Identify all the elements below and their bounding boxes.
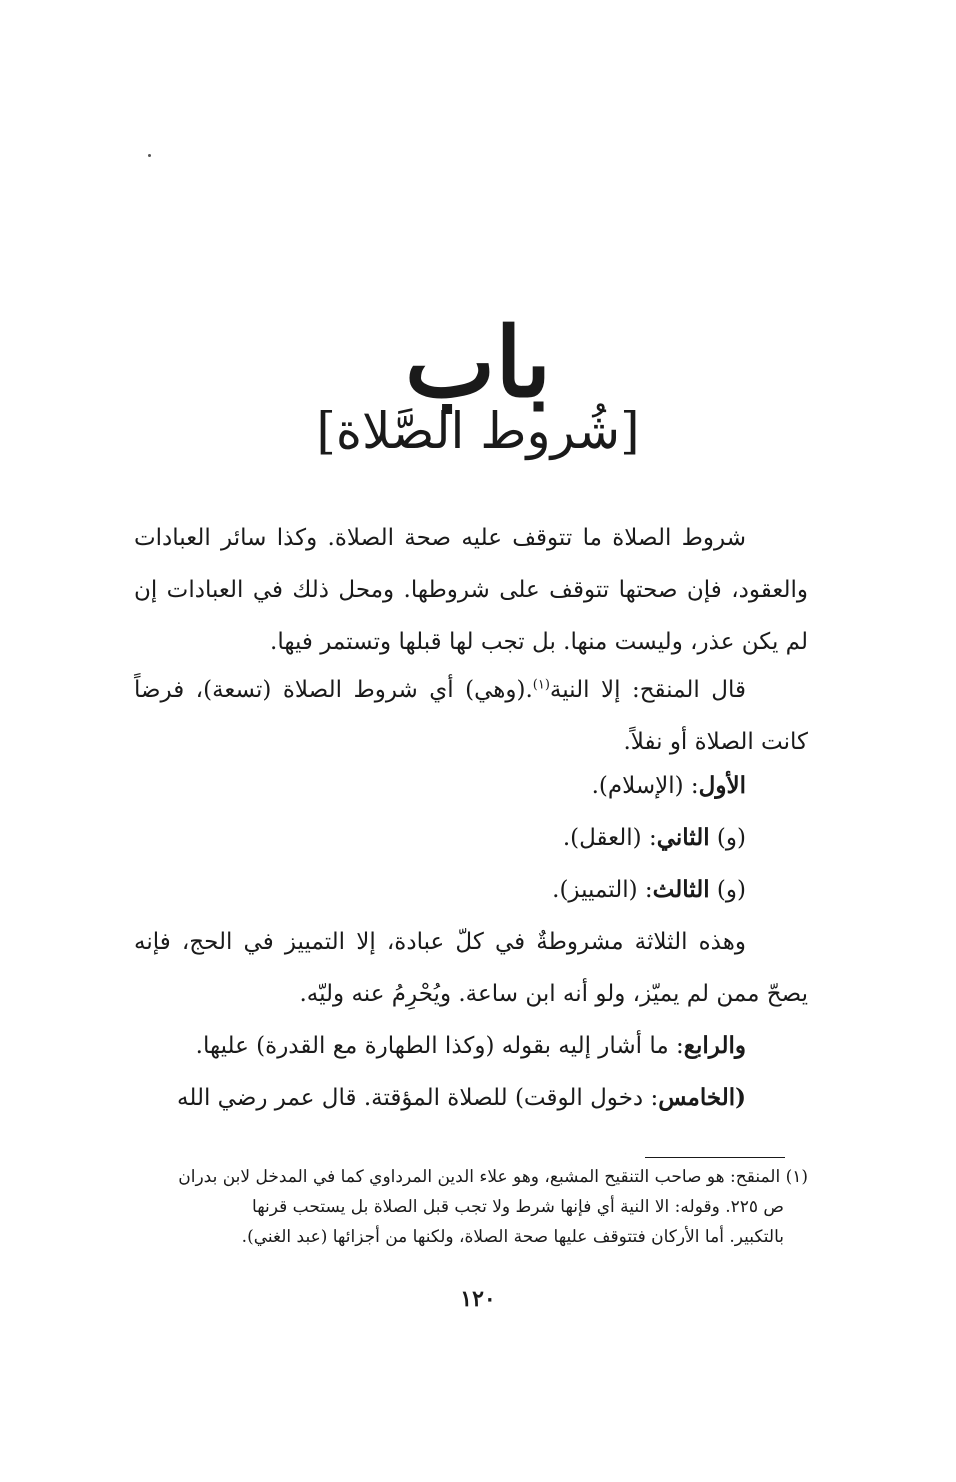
footnote: [134, 1162, 808, 1252]
conditions-list: [134, 760, 808, 916]
quote-text-continued: .(وهي) أي شروط الصلاة (تسعة)، فرضاً كانت الصلاة أو نفلاً.: [134, 677, 808, 755]
condition-item: (و) الثاني: (العقل).: [562, 824, 746, 851]
condition-text: : (الإسلام).: [591, 773, 699, 799]
condition-text: : (العقل).: [562, 825, 657, 851]
condition-fourth: [134, 1020, 808, 1072]
quote-block: [134, 664, 808, 768]
condition-text: : (التمييز).: [552, 877, 653, 903]
condition-label: الأول: [698, 772, 746, 799]
further-conditions: [134, 1020, 808, 1124]
note-block: [134, 916, 808, 1020]
quote-text: قال المنقح: إلا النية: [549, 677, 746, 703]
scan-speck: [148, 154, 151, 157]
intro-paragraph: شروط الصلاة ما تتوقف عليه صحة الصلاة. وكذا سائر العبادات والعقود، فإن صحتها تتوقف على شروطها. ومحل ذلك في العبادات إن لم يكن عذر، وليست منها. بل تجب لها قبلها وتستمر فيها.: [134, 525, 808, 655]
note-paragraph: وهذه الثلاثة مشروطةٌ في كلّ عبادة، إلا التمييز في الحج، فإنه يصحّ ممن لم يميّز، ولو أنه ابن ساعة. ويُحْرِمُ عنه وليّه.: [134, 929, 808, 1007]
condition-label: والرابع: [683, 1032, 746, 1059]
footnote-line: ص ٢٢٥. وقوله: الا النية أي فإنها شرط ولا تجب قبل الصلاة بل يستحب قرنها: [252, 1197, 784, 1217]
intro-block: [134, 512, 808, 668]
chapter-heading: باب: [404, 306, 552, 419]
condition-label: الثالث: [652, 876, 710, 903]
condition-item: [134, 760, 808, 812]
quote-paragraph: [134, 664, 808, 768]
page-number: ١٢٠: [460, 1286, 496, 1312]
condition-item: (و) الثالث: (التمييز).: [552, 876, 746, 903]
condition-text: : دخول الوقت) للصلاة المؤقتة. قال عمر رضي الله: [177, 1085, 659, 1111]
footnote-line: (١) المنقح: هو صاحب التنقيح المشبع، وهو علاء الدين المرداوي كما في المدخل لابن بدران: [178, 1167, 808, 1187]
condition-label: (الخامس: [658, 1084, 746, 1111]
condition-text: : ما أشار إليه بقوله (وكذا الطهارة مع القدرة) عليها.: [195, 1033, 684, 1059]
condition-label: الثاني: [656, 824, 710, 851]
footnote-separator: [645, 1157, 785, 1158]
footnote-ref: (١): [532, 677, 550, 693]
footnote-line: بالتكبير. أما الأركان فتتوقف عليها صحة الصلاة، ولكنها من أجزائها (عبد الغني).: [241, 1227, 784, 1247]
condition-fifth: [134, 1072, 808, 1124]
chapter-title: [شُروط الصَّلاة]: [316, 402, 640, 460]
